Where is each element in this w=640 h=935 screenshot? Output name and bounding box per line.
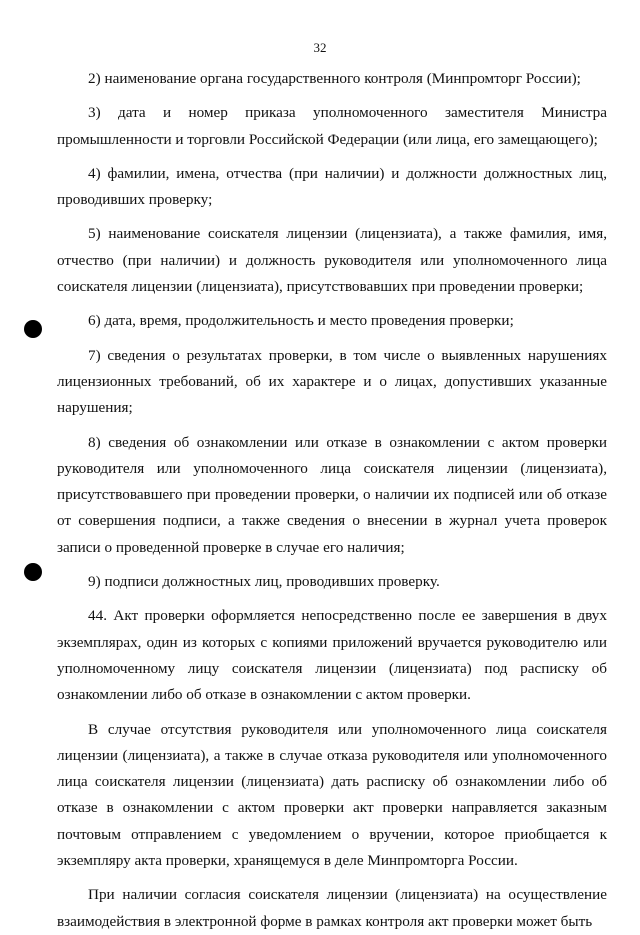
paragraph-item-2: 2) наименование органа государственного контроля (Минпромторг России); xyxy=(88,70,581,87)
document-body xyxy=(57,58,607,935)
paragraph-item-3: 3) дата и номер приказа уполномоченного заместителя Министра промышленности и торговли Российской Федерации (или лица, его замещающего); xyxy=(57,104,607,148)
paragraph-item-7: 7) сведения о результатах проверки, в том числе о выявленных нарушениях лицензионных требований, об их характере и о лицах, допустивших указанные нарушения; xyxy=(57,346,607,417)
paragraph-electronic-form: При наличии согласия соискателя лицензии (лицензиата) на осуществление взаимодействия в электронной форме в рамках контроля акт проверки может быть xyxy=(57,886,607,930)
paragraph-clause-44: 44. Акт проверки оформляется непосредственно после ее завершения в двух экземплярах, один из которых с копиями приложений вручается руководителю или уполномоченному лицу соискателя лицензии (лицензиата) под расписку об ознакомлении либо об отказе в ознакомлении с актом проверки. xyxy=(57,607,607,704)
page-number: 32 xyxy=(313,40,327,55)
paragraph-item-9: 9) подписи должностных лиц, проводивших проверку. xyxy=(88,573,440,591)
paragraph-item-5: 5) наименование соискателя лицензии (лицензиата), а также фамилия, имя, отчество (при наличии) и должность руководителя или уполномоченного лица соискателя лицензии (лицензиата), присутствовавших при проведении проверки; xyxy=(57,225,607,296)
punch-hole-top xyxy=(24,320,42,338)
paragraph-absence-case: В случае отсутствия руководителя или уполномоченного лица соискателя лицензии (лицензиата), а также в случае отказа руководителя или уполномоченного лица соискателя лицензии (лицензиата) дать расписку об ознакомлении либо об отказе в ознакомлении с актом проверки акт проверки направляется заказным почтовым отправлением с уведомлением о вручении, которое приобщается к экземпляру акта проверки, хранящемуся в деле Минпромторга России. xyxy=(57,720,607,870)
paragraph-item-4: 4) фамилии, имена, отчества (при наличии) и должности должностных лиц, проводивших проверку; xyxy=(57,164,607,209)
paragraph-item-8: 8) сведения об ознакомлении или отказе в ознакомлении с актом проверки руководителя или уполномоченного лица соискателя лицензии (лицензиата), присутствовавшего при проведении проверки, о наличии их подписей или об отказе от совершения подписи, а также сведения о внесении в журнал учета проверок записи о проведенной проверке в случае его наличия; xyxy=(57,433,607,556)
paragraph-item-6: 6) дата, время, продолжительность и место проведения проверки; xyxy=(88,312,514,330)
punch-hole-bottom xyxy=(24,563,42,581)
